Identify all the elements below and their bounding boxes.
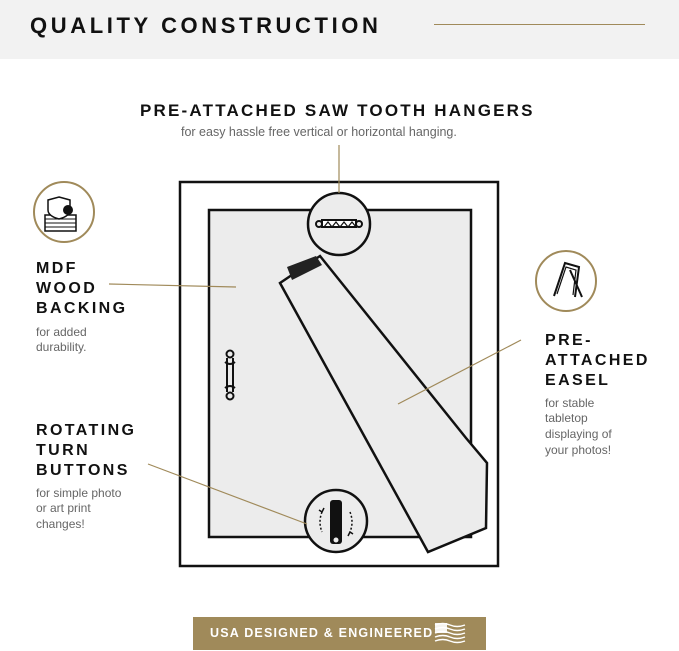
turn-buttons-subtitle-line-3: changes! xyxy=(36,517,85,531)
backing-title-line-1: MDF xyxy=(36,260,78,277)
easel-title-line-2: ATTACHED xyxy=(545,352,650,369)
backing-subtitle-line-1: for added xyxy=(36,325,87,339)
us-flag-icon xyxy=(433,621,467,645)
turn-buttons-subtitle-line-2: or art print xyxy=(36,501,91,515)
easel-subtitle-line-2: tabletop xyxy=(545,411,588,425)
easel-frame-icon xyxy=(536,251,596,311)
backing-title-line-3: BACKING xyxy=(36,300,128,317)
usa-designed-badge xyxy=(193,617,486,650)
turn-buttons-subtitle-line-1: for simple photo xyxy=(36,486,122,500)
easel-subtitle-line-4: your photos! xyxy=(545,443,612,457)
turn-buttons-title-line-1: ROTATING xyxy=(36,422,137,439)
page-title: QUALITY CONSTRUCTION xyxy=(30,13,382,38)
hangers-title: PRE-ATTACHED SAW TOOTH HANGERS xyxy=(140,101,535,120)
turn-button-detail xyxy=(305,490,367,552)
hangers-subtitle: for easy hassle free vertical or horizontal hanging. xyxy=(181,125,457,139)
shield-icon xyxy=(34,182,94,242)
turn-buttons-title-line-2: TURN xyxy=(36,442,91,459)
turn-buttons-title-line-3: BUTTONS xyxy=(36,462,130,479)
easel-title-line-3: EASEL xyxy=(545,372,611,389)
easel-subtitle-line-3: displaying of xyxy=(545,427,612,441)
easel-title-line-1: PRE- xyxy=(545,332,593,349)
backing-title-line-2: WOOD xyxy=(36,280,98,297)
backing-subtitle-line-2: durability. xyxy=(36,340,87,354)
badge-text: USA DESIGNED & ENGINEERED xyxy=(210,626,434,640)
saw-tooth-hanger-detail xyxy=(308,193,370,255)
easel-subtitle-line-1: for stable xyxy=(545,396,595,410)
